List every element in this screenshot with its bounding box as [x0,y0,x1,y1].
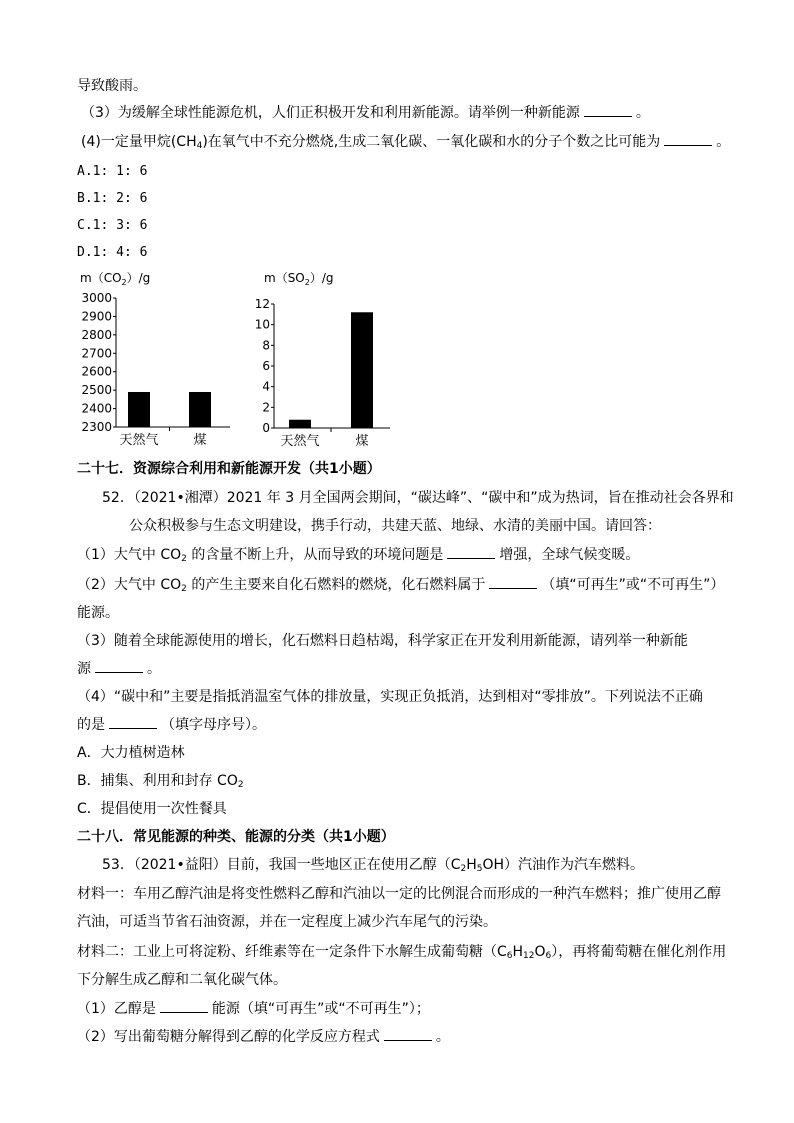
text-line: 汽油，可适当节省石油资源，并在一定程度上减少汽车尾气的污染。 [77,914,497,930]
y-tick-label: 6 [262,359,270,373]
answer-blank[interactable] [160,1000,208,1013]
question-52-1: （1）大气中 $CO_2$ 的含量不断上升，从而导致的环境问题是 增强，全球气候变暖。 [77,547,640,564]
y-tick-label: 12 [254,297,270,311]
option-d: D.1: 4: 6 [77,245,148,260]
y-tick-label: 2300 [81,420,112,434]
answer-blank[interactable] [584,104,632,117]
question-52-4: （4）“碳中和”主要是指抵消温室气体的排放量，实现正负抵消，达到相对“零排放”。下列说法不正确 [77,689,703,705]
bar [289,420,311,428]
answer-blank[interactable] [109,716,157,729]
y-tick-label: 2600 [81,364,112,379]
material-1: 材料一：车用乙醇汽油是将变性燃料乙醇和汽油以一定的比例混合而形成的一种汽车燃料；推广使用乙醇 [77,886,721,902]
bar [189,392,211,427]
option-a: A．大力植树造林 [77,745,185,761]
question-4: (4)一定量甲烷$(CH_4)$在氧气中不充分燃烧,生成二氧化碳、一氧化碳和水的分子个数之比可能为 。 [81,134,731,151]
x-category-label: 煤 [355,434,369,449]
text-line: 下分解生成乙醇和二氧化碳气体。 [77,972,287,988]
y-tick-label: 2700 [81,346,112,361]
y-axis-label: $m(CO_2)/g$ [80,271,151,287]
option-b: B.1: 2: 6 [77,191,148,206]
material-2: 材料二：工业上可将淀粉、纤维素等在一定条件下水解生成葡萄糖$(C_6H_{12}O_6)$，再将葡萄糖在催化剂作用 [77,944,727,961]
option-a: A.1: 1: 6 [77,164,148,179]
answer-blank[interactable] [489,576,537,589]
y-tick-label: 0 [262,421,270,435]
text-line: 能源。 [77,605,119,621]
question-52: 52．（2021•湘潭）2021 年 3 月全国两会期间，“碳达峰”、“碳中和”成为热词，旨在推动社会各界和 [102,490,734,506]
y-tick-label: 2900 [81,309,112,324]
y-tick-label: 4 [262,379,270,394]
question-53: 53．（2021•益阳）目前，我国一些地区正在使用乙醇$(C_2H_5OH)$汽油作为汽车燃料。 [102,857,645,874]
co2-bar-chart [70,264,260,450]
x-category-label: 煤 [193,433,207,448]
answer-blank[interactable] [384,1028,432,1041]
section-heading: 二十七．资源综合利用和新能源开发（共1小题） [77,461,381,477]
y-tick-label: 2 [262,400,270,415]
option-b: B．捕集、利用和封存 $CO_2$ [77,773,244,790]
question-53-2: （2）写出葡萄糖分解得到乙醇的化学反应方程式 。 [77,1029,450,1045]
y-tick-label: 10 [254,317,270,332]
text-line: 的是 （填字母序号）。 [77,717,266,733]
option-c: C．提倡使用一次性餐具 [77,801,227,817]
bar [128,392,150,427]
text-line: 源 。 [77,661,161,677]
answer-blank[interactable] [664,133,712,146]
bar [351,312,373,428]
text-line: 公众积极参与生态文明建设，携手行动，共建天蓝、地绿、水清的美丽中国。请回答： [129,518,661,534]
y-tick-label: 2500 [81,383,112,398]
question-53-1: （1）乙醇是 能源（填“可再生”或“不可再生”）； [77,1001,430,1017]
question-52-3: （3）随着全球能源使用的增长，化石燃料日趋枯竭，科学家正在开发利用新能源，请列举一种新能 [77,633,688,649]
answer-blank[interactable] [447,546,495,559]
question-3: （3）为缓解全球性能源危机，人们正积极开发和利用新能源。请举例一种新能源 。 [81,105,650,121]
question-52-2: （2）大气中 $CO_2$ 的产生主要来自化石燃料的燃烧，化石燃料属于 （填“可再生”或“不可再生”） [77,577,725,594]
y-tick-label: 8 [262,338,270,353]
so2-bar-chart [254,264,404,450]
y-tick-label: 2400 [81,401,112,416]
section-heading: 二十八．常见能源的种类、能源的分类（共1小题） [77,829,395,845]
answer-blank[interactable] [95,660,143,673]
x-category-label: 天然气 [280,434,320,449]
y-tick-label: 3000 [81,291,112,305]
y-axis-label: $m(SO_2)/g$ [264,271,334,287]
y-tick-label: 2800 [81,327,112,342]
text-line: 导致酸雨。 [77,78,147,94]
x-category-label: 天然气 [119,433,159,448]
option-c: C.1: 3: 6 [77,218,148,233]
